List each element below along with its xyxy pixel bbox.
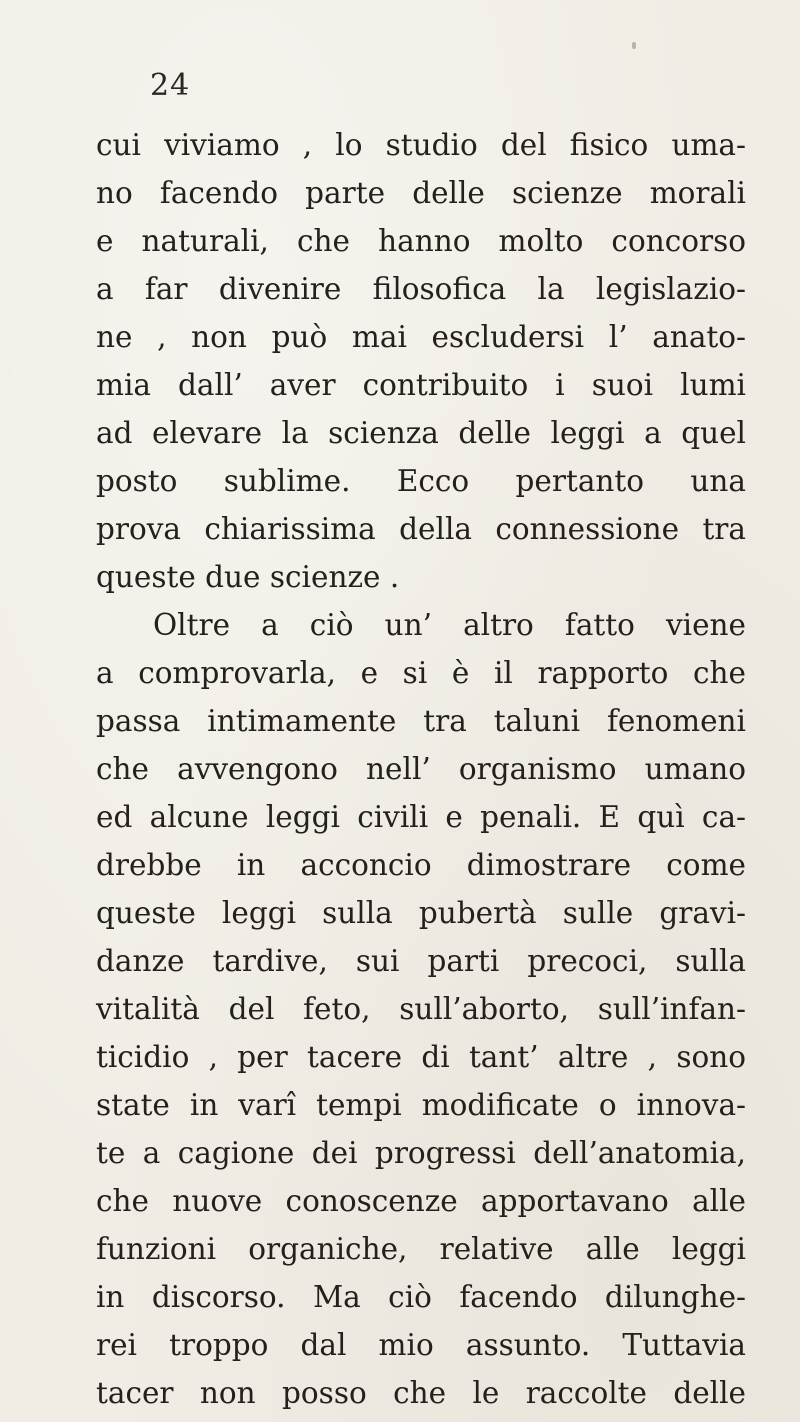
page-number: 24 <box>150 68 191 103</box>
text-line: drebbe in acconcio dimostrare come <box>96 848 746 882</box>
text-line: queste due scienze . <box>96 560 400 594</box>
text-line: ticidio , per tacere di tant’ altre , sono <box>96 1040 746 1074</box>
text-line: passa intimamente tra taluni fenomeni <box>96 704 746 738</box>
text-line: che nuove conoscenze apportavano alle <box>96 1184 746 1218</box>
text-line: e naturali, che hanno molto concorso <box>96 224 746 258</box>
text-line: ad elevare la scienza delle leggi a quel <box>96 416 746 450</box>
text-line: mia dall’ aver contribuito i suoi lumi <box>96 368 746 402</box>
text-line: no facendo parte delle scienze morali <box>96 176 746 210</box>
text-line: ne , non può mai escludersi l’ anato- <box>96 320 746 354</box>
text-line: tacer non posso che le raccolte delle <box>96 1376 746 1410</box>
text-line: rei troppo dal mio assunto. Tuttavia <box>96 1328 746 1362</box>
text-line: danze tardive, sui parti precoci, sulla <box>96 944 746 978</box>
text-line: che avvengono nell’ organismo umano <box>96 752 746 786</box>
text-line: funzioni organiche, relative alle leggi <box>96 1232 746 1266</box>
text-line: in discorso. Ma ciò facendo dilunghe- <box>96 1280 746 1314</box>
text-line: a comprovarla, e si è il rapporto che <box>96 656 746 690</box>
text-line: prova chiarissima della connessione tra <box>96 512 746 546</box>
body-text <box>96 121 746 1417</box>
text-line: a far divenire filosofica la legislazio- <box>96 272 746 306</box>
text-line: posto sublime. Ecco pertanto una <box>96 464 746 498</box>
text-line: vitalità del feto, sull’aborto, sull’infan- <box>96 992 746 1026</box>
text-line: queste leggi sulla pubertà sulle gravi- <box>96 896 746 930</box>
text-line: state in varî tempi modificate o innova- <box>96 1088 746 1122</box>
text-line: Oltre a ciò un’ altro fatto viene <box>153 608 746 642</box>
text-line: cui viviamo , lo studio del fisico uma- <box>96 128 746 162</box>
ink-speck <box>632 42 636 49</box>
text-line: te a cagione dei progressi dell’anatomia, <box>96 1136 746 1170</box>
text-line: ed alcune leggi civili e penali. E quì ca- <box>96 800 746 834</box>
